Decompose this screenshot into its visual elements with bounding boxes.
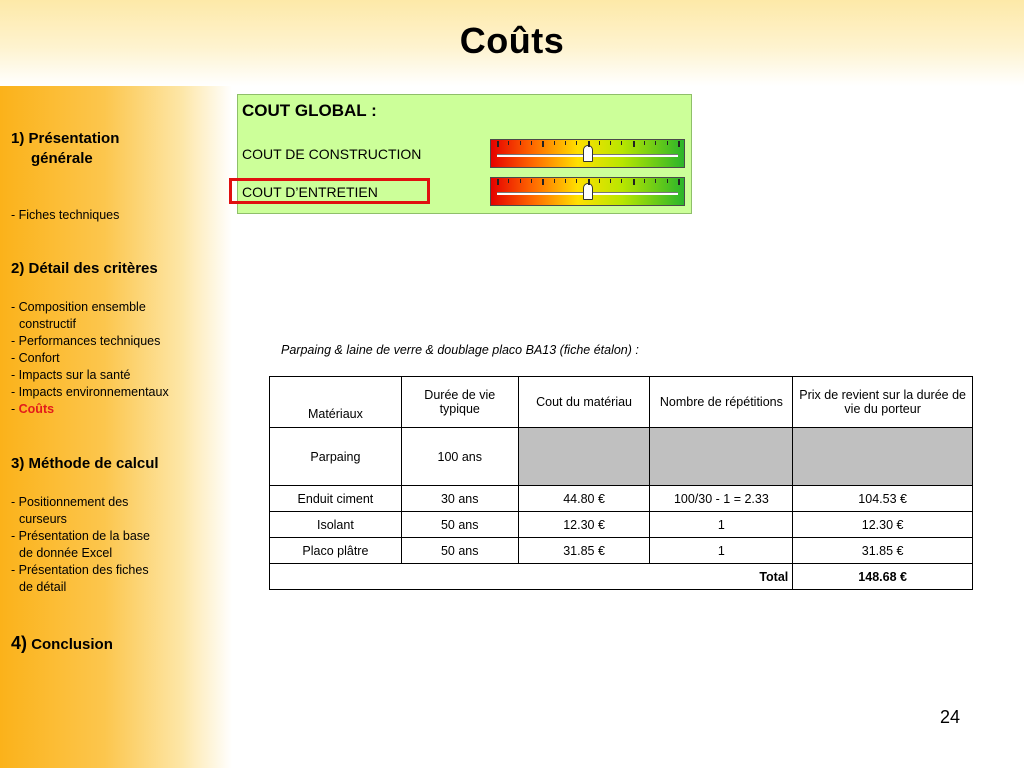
sidebar-item-couts[interactable]	[11, 401, 54, 418]
meter-tick	[576, 179, 577, 183]
sidebar-section-conclusion[interactable]	[11, 633, 113, 655]
construction-cost-meter	[490, 139, 685, 168]
cell-repetitions: 1	[650, 538, 793, 564]
sidebar-item-label: - Présentation de la base	[11, 529, 150, 543]
meter-tick	[497, 141, 499, 147]
meter-tick	[508, 179, 509, 183]
meter-tick	[576, 141, 577, 145]
table-header-row	[270, 377, 973, 428]
cell-price-empty	[793, 428, 973, 486]
sidebar-item-label-cont: de détail	[19, 580, 67, 594]
cell-cost: 12.30 €	[518, 512, 650, 538]
meter-tick	[542, 141, 544, 147]
global-cost-panel	[237, 94, 692, 214]
sidebar-item-fiches-techniques[interactable]: - Fiches techniques	[11, 208, 120, 222]
sidebar-item-label: - Composition ensemble	[11, 300, 146, 314]
table-row	[270, 512, 973, 538]
meter-tick	[520, 141, 521, 145]
cell-price: 12.30 €	[793, 512, 973, 538]
meter-tick	[554, 141, 555, 145]
cell-cost: 44.80 €	[518, 486, 650, 512]
meter-tick	[554, 179, 555, 183]
meter-tick	[542, 179, 544, 185]
meter-tick	[678, 141, 680, 147]
meter-tick	[565, 141, 566, 145]
meter-tick	[667, 179, 668, 183]
table-row	[270, 538, 973, 564]
meter-tick	[667, 141, 668, 145]
cell-repetitions: 1	[650, 512, 793, 538]
meter-tick	[644, 141, 645, 145]
meter-tick	[678, 179, 680, 185]
cell-material: Enduit ciment	[270, 486, 402, 512]
sidebar-item-base-excel[interactable]	[11, 528, 150, 562]
sidebar-section-presentation[interactable]	[11, 129, 119, 169]
sidebar-item-label-cont: constructif	[19, 317, 76, 331]
table-row	[270, 486, 973, 512]
cell-lifetime: 100 ans	[401, 428, 518, 486]
total-value: 148.68 €	[793, 564, 973, 590]
sidebar-item-sante[interactable]: - Impacts sur la santé	[11, 368, 131, 382]
cell-repetitions-empty	[650, 428, 793, 486]
sidebar-item-label: - Positionnement des	[11, 495, 129, 509]
cell-price: 31.85 €	[793, 538, 973, 564]
meter-tick	[655, 179, 656, 183]
gauge-panel-title: COUT GLOBAL :	[242, 101, 377, 120]
construction-cost-label: COUT DE CONSTRUCTION	[242, 146, 422, 162]
header-materiaux: Matériaux	[270, 377, 402, 428]
sidebar-section-title: 1) Présentation	[11, 130, 120, 147]
meter-tick	[610, 179, 611, 183]
sidebar-section-methode[interactable]: 3) Méthode de calcul	[11, 455, 159, 472]
sidebar	[0, 86, 232, 768]
cell-lifetime: 30 ans	[401, 486, 518, 512]
sidebar-item-dash: -	[11, 402, 19, 416]
header-repetitions: Nombre de répétitions	[650, 377, 793, 428]
meter-tick	[531, 179, 532, 183]
header-cout: Cout du matériau	[518, 377, 650, 428]
maintenance-cost-slider-thumb[interactable]	[583, 183, 593, 200]
construction-cost-slider-thumb[interactable]	[583, 145, 593, 162]
sidebar-item-fiches-detail[interactable]	[11, 562, 149, 596]
page-title: Coûts	[459, 20, 565, 61]
header-prix-revient: Prix de revient sur la durée de vie du porteur	[793, 377, 973, 428]
slide-header	[0, 0, 1024, 86]
meter-tick	[644, 179, 645, 183]
highlight-box	[229, 178, 430, 204]
cost-table	[269, 376, 973, 590]
cell-repetitions: 100/30 - 1 = 2.33	[650, 486, 793, 512]
maintenance-cost-meter	[490, 177, 685, 206]
cell-cost: 31.85 €	[518, 538, 650, 564]
sidebar-section-title-cont: générale	[31, 150, 93, 167]
meter-tick	[610, 141, 611, 145]
meter-tick	[520, 179, 521, 183]
table-row	[270, 428, 973, 486]
cell-price: 104.53 €	[793, 486, 973, 512]
table-caption: Parpaing & laine de verre & doublage placo BA13 (fiche étalon) :	[281, 343, 639, 357]
meter-tick	[599, 179, 600, 183]
meter-tick	[531, 141, 532, 145]
sidebar-item-environnement[interactable]: - Impacts environnementaux	[11, 385, 169, 399]
meter-tick	[588, 141, 590, 147]
cell-material: Placo plâtre	[270, 538, 402, 564]
sidebar-section-title: Conclusion	[31, 636, 113, 653]
meter-tick	[565, 179, 566, 183]
cell-lifetime: 50 ans	[401, 538, 518, 564]
meter-tick	[497, 179, 499, 185]
maintenance-cost-label: COUT D’ENTRETIEN	[242, 184, 378, 200]
meter-tick	[633, 179, 635, 185]
cell-lifetime: 50 ans	[401, 512, 518, 538]
sidebar-item-composition[interactable]	[11, 299, 146, 333]
sidebar-item-positionnement[interactable]	[11, 494, 128, 528]
meter-tick	[588, 179, 590, 185]
meter-tick	[621, 179, 622, 183]
sidebar-section-criteres[interactable]: 2) Détail des critères	[11, 260, 158, 277]
meter-tick	[621, 141, 622, 145]
meter-tick	[599, 141, 600, 145]
page-number: 24	[940, 707, 961, 727]
total-label: Total	[270, 564, 793, 590]
meter-tick	[508, 141, 509, 145]
sidebar-item-confort[interactable]: - Confort	[11, 351, 60, 365]
header-duree: Durée de vie typique	[401, 377, 518, 428]
cell-material: Parpaing	[270, 428, 402, 486]
cell-cost-empty	[518, 428, 650, 486]
sidebar-item-label-cont: de donnée Excel	[19, 546, 113, 560]
table-total-row	[270, 564, 973, 590]
meter-tick	[655, 141, 656, 145]
sidebar-item-label-cont: curseurs	[19, 512, 67, 526]
sidebar-item-performances[interactable]: - Performances techniques	[11, 334, 161, 348]
sidebar-item-label-active: Coûts	[18, 402, 55, 416]
sidebar-item-label: - Présentation des fiches	[11, 563, 149, 577]
cell-material: Isolant	[270, 512, 402, 538]
sidebar-section-number: 4)	[11, 633, 28, 653]
meter-tick	[633, 141, 635, 147]
